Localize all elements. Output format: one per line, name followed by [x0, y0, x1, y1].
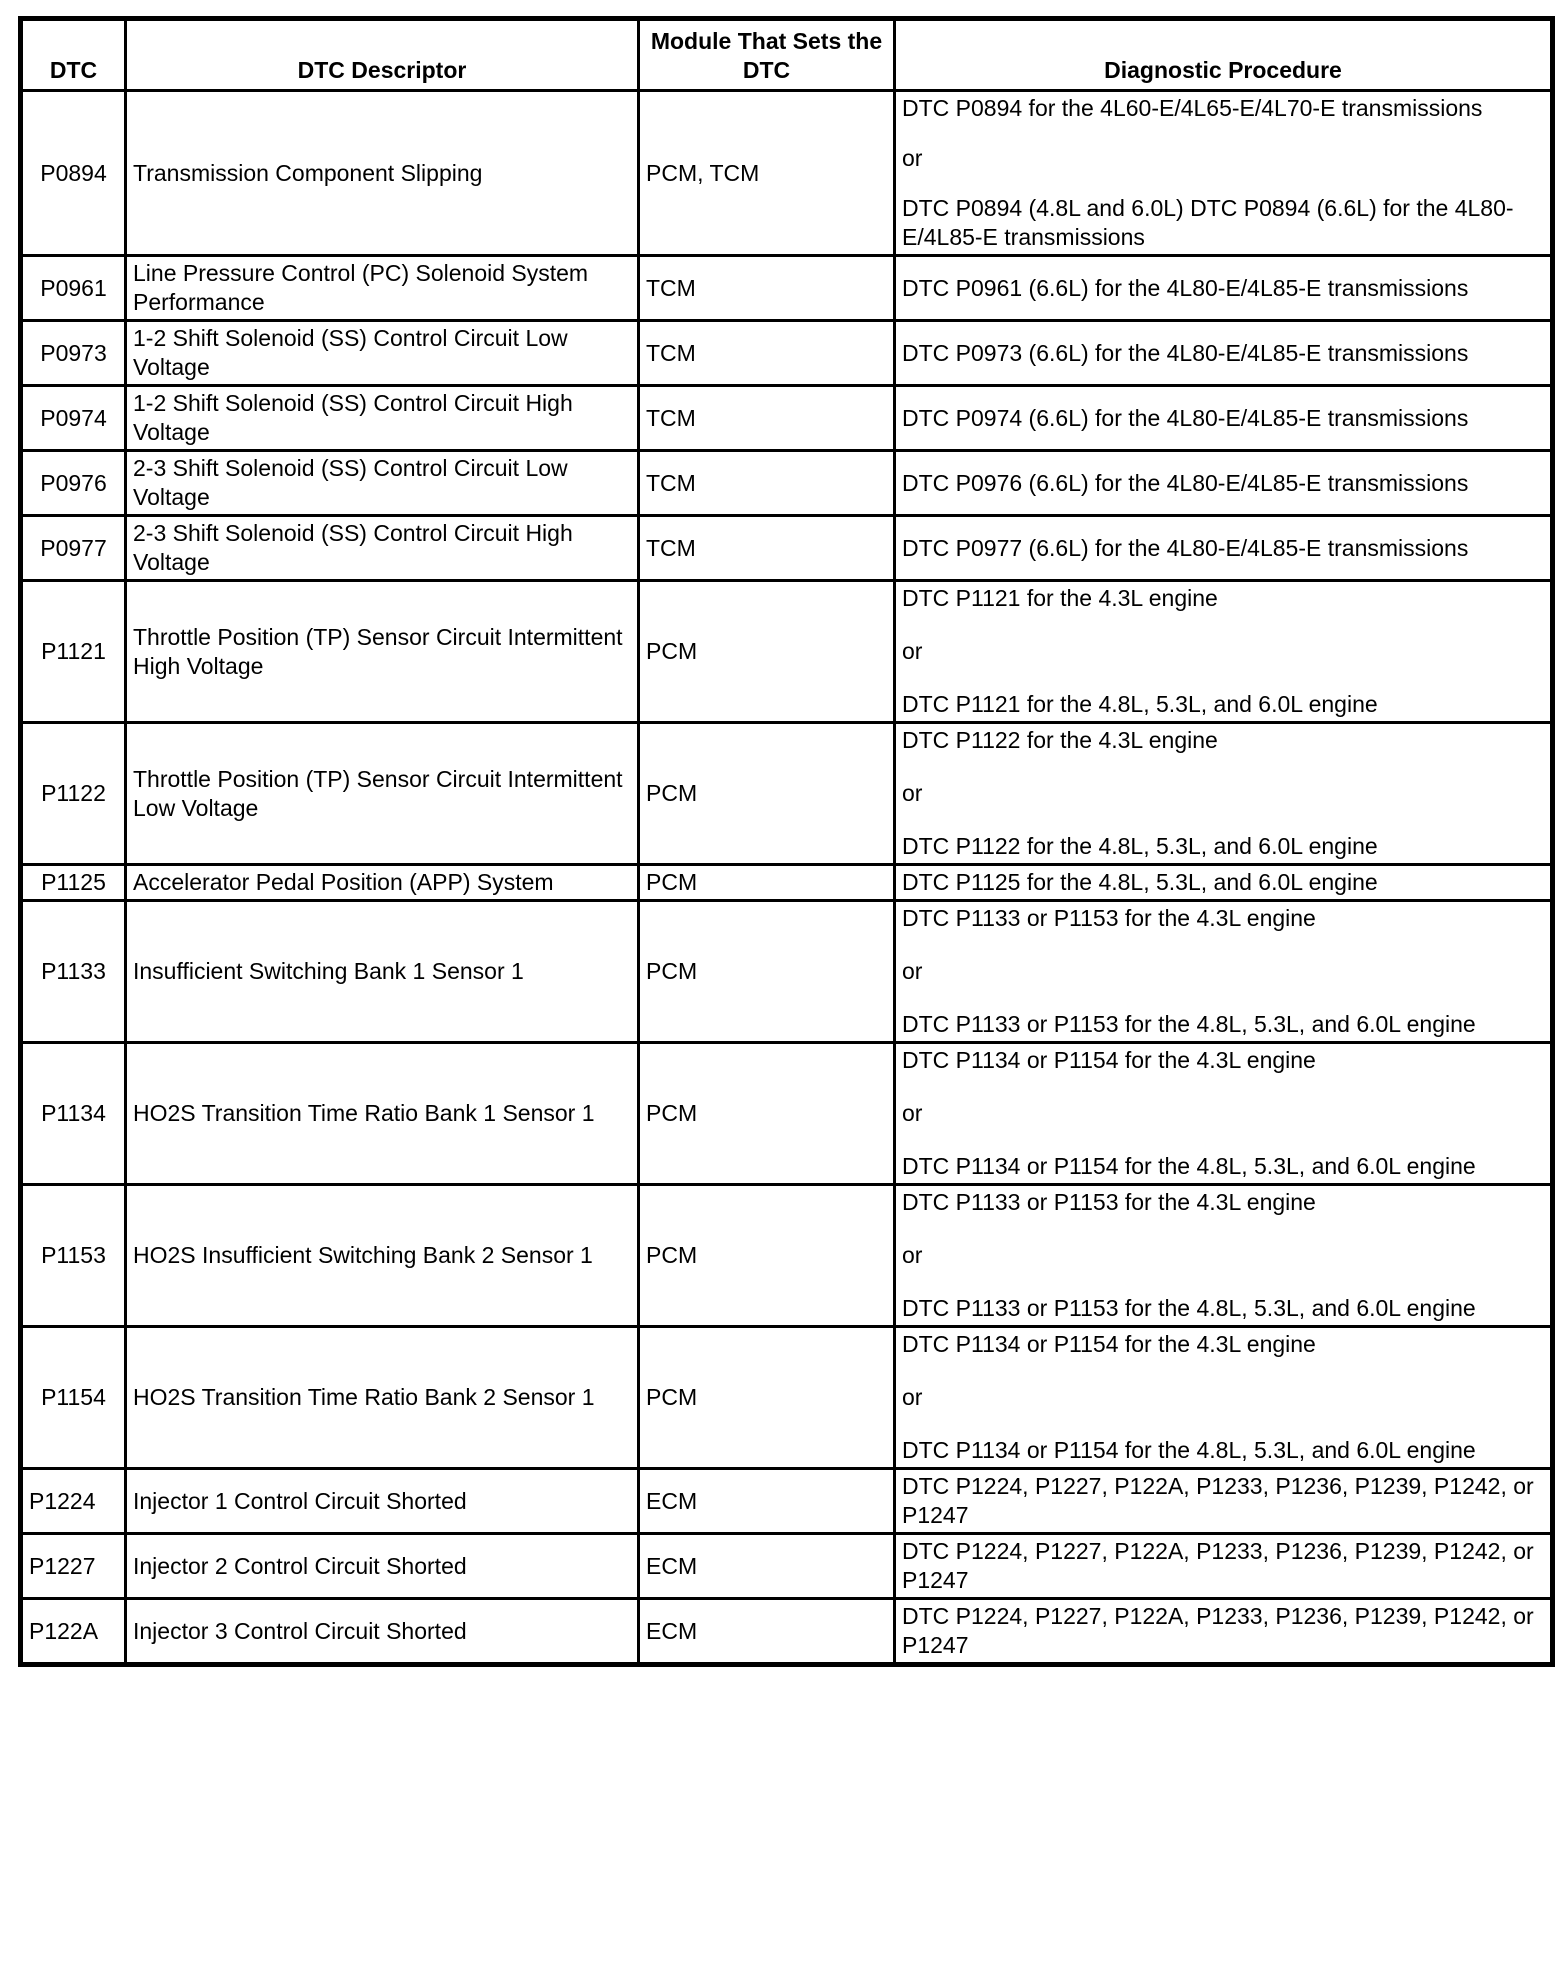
- dtc-code: P1121: [22, 581, 126, 723]
- procedure-link[interactable]: DTC P1125 for the 4.8L, 5.3L, and 6.0L engine: [902, 869, 1378, 895]
- module: PCM: [639, 723, 895, 865]
- diagnostic-procedure: [895, 1469, 1552, 1534]
- table-body: [22, 91, 1552, 1664]
- diagnostic-procedure: [895, 723, 1552, 865]
- procedure-link[interactable]: DTC P0894 (4.8L and 6.0L) DTC P0894 (6.6L) for the 4L80-E/4L85-E transmissions: [902, 195, 1514, 250]
- dtc-code: P0977: [22, 516, 126, 581]
- module: TCM: [639, 321, 895, 386]
- table-row: [22, 901, 1552, 1043]
- procedure-block: [902, 94, 1544, 252]
- procedure-link[interactable]: DTC P1133 or P1153 for the 4.8L, 5.3L, and 6.0L engine: [902, 1011, 1476, 1037]
- table-row: [22, 1599, 1552, 1664]
- dtc-code: P1122: [22, 723, 126, 865]
- procedure-block: [902, 584, 1544, 719]
- procedure-link[interactable]: DTC P0976 (6.6L) for the 4L80-E/4L85-E transmissions: [902, 469, 1469, 496]
- dtc-descriptor: HO2S Transition Time Ratio Bank 2 Sensor 1: [126, 1327, 639, 1469]
- diagnostic-procedure: [895, 865, 1552, 901]
- dtc-descriptor: Transmission Component Slipping: [126, 91, 639, 256]
- procedure-or: or: [902, 1242, 923, 1268]
- dtc-table-container: [20, 18, 1550, 1665]
- dtc-descriptor: Injector 3 Control Circuit Shorted: [126, 1599, 639, 1664]
- module: PCM: [639, 901, 895, 1043]
- diagnostic-procedure: [895, 1185, 1552, 1327]
- module: PCM: [639, 581, 895, 723]
- dtc-descriptor: Injector 2 Control Circuit Shorted: [126, 1534, 639, 1599]
- procedure-link[interactable]: DTC P1121 for the 4.3L engine: [902, 585, 1218, 611]
- table-row: [22, 91, 1552, 256]
- diagnostic-procedure: [895, 256, 1552, 321]
- procedure-or: or: [902, 145, 923, 171]
- dtc-table: [20, 18, 1553, 1665]
- diagnostic-procedure: [895, 1043, 1552, 1185]
- module: PCM, TCM: [639, 91, 895, 256]
- procedure-block: [902, 1330, 1544, 1465]
- procedure-block: [902, 904, 1544, 1039]
- module: ECM: [639, 1599, 895, 1664]
- table-row: [22, 451, 1552, 516]
- dtc-code: P1133: [22, 901, 126, 1043]
- table-row: [22, 865, 1552, 901]
- diagnostic-procedure: [895, 321, 1552, 386]
- dtc-descriptor: Insufficient Switching Bank 1 Sensor 1: [126, 901, 639, 1043]
- dtc-code: P1227: [22, 1534, 126, 1599]
- dtc-code: P1154: [22, 1327, 126, 1469]
- diagnostic-procedure: [895, 91, 1552, 256]
- diagnostic-procedure: [895, 1599, 1552, 1664]
- diagnostic-procedure: [895, 581, 1552, 723]
- dtc-code: P1125: [22, 865, 126, 901]
- diagnostic-procedure: [895, 901, 1552, 1043]
- procedure-link[interactable]: DTC P0973 (6.6L) for the 4L80-E/4L85-E transmissions: [902, 339, 1469, 366]
- procedure-link[interactable]: DTC P1134 or P1154 for the 4.8L, 5.3L, and 6.0L engine: [902, 1437, 1476, 1463]
- procedure-block: [902, 1188, 1544, 1323]
- dtc-descriptor: Injector 1 Control Circuit Shorted: [126, 1469, 639, 1534]
- dtc-code: P1134: [22, 1043, 126, 1185]
- table-row: [22, 256, 1552, 321]
- module: PCM: [639, 1185, 895, 1327]
- procedure-link[interactable]: DTC P1134 or P1154 for the 4.3L engine: [902, 1331, 1316, 1357]
- module: TCM: [639, 386, 895, 451]
- procedure-link[interactable]: DTC P1224, P1227, P122A, P1233, P1236, P1239, P1242, or P1247: [902, 1603, 1534, 1658]
- diagnostic-procedure: [895, 516, 1552, 581]
- procedure-block: [902, 726, 1544, 861]
- procedure-link[interactable]: DTC P1134 or P1154 for the 4.8L, 5.3L, and 6.0L engine: [902, 1153, 1476, 1179]
- procedure-link[interactable]: DTC P0894 for the 4L60-E/4L65-E/4L70-E transmissions: [902, 95, 1483, 121]
- procedure-link[interactable]: DTC P1121 for the 4.8L, 5.3L, and 6.0L engine: [902, 691, 1378, 717]
- module: PCM: [639, 1327, 895, 1469]
- procedure-or: or: [902, 638, 923, 664]
- table-row: [22, 321, 1552, 386]
- dtc-descriptor: Throttle Position (TP) Sensor Circuit Intermittent High Voltage: [126, 581, 639, 723]
- procedure-link[interactable]: DTC P1122 for the 4.8L, 5.3L, and 6.0L engine: [902, 833, 1378, 859]
- procedure-or: or: [902, 1384, 923, 1410]
- table-row: [22, 1185, 1552, 1327]
- module: ECM: [639, 1469, 895, 1534]
- procedure-link[interactable]: DTC P1134 or P1154 for the 4.3L engine: [902, 1047, 1316, 1073]
- procedure-link[interactable]: DTC P1133 or P1153 for the 4.3L engine: [902, 905, 1316, 931]
- table-row: [22, 723, 1552, 865]
- procedure-or: or: [902, 958, 923, 984]
- diagnostic-procedure: [895, 451, 1552, 516]
- procedure-link[interactable]: DTC P1224, P1227, P122A, P1233, P1236, P1239, P1242, or P1247: [902, 1538, 1534, 1593]
- module: TCM: [639, 516, 895, 581]
- table-header-row: [22, 20, 1552, 91]
- dtc-descriptor: 2-3 Shift Solenoid (SS) Control Circuit Low Voltage: [126, 451, 639, 516]
- procedure-link[interactable]: DTC P1122 for the 4.3L engine: [902, 727, 1218, 753]
- header-dtc: DTC: [22, 20, 126, 91]
- dtc-code: P122A: [22, 1599, 126, 1664]
- dtc-code: P0973: [22, 321, 126, 386]
- procedure-link[interactable]: DTC P0977 (6.6L) for the 4L80-E/4L85-E transmissions: [902, 534, 1469, 561]
- dtc-code: P0976: [22, 451, 126, 516]
- diagnostic-procedure: [895, 386, 1552, 451]
- dtc-descriptor: 1-2 Shift Solenoid (SS) Control Circuit High Voltage: [126, 386, 639, 451]
- diagnostic-procedure: [895, 1534, 1552, 1599]
- dtc-code: P0894: [22, 91, 126, 256]
- dtc-descriptor: Accelerator Pedal Position (APP) System: [126, 865, 639, 901]
- dtc-descriptor: 2-3 Shift Solenoid (SS) Control Circuit High Voltage: [126, 516, 639, 581]
- dtc-code: P0974: [22, 386, 126, 451]
- header-procedure: Diagnostic Procedure: [895, 20, 1552, 91]
- module: PCM: [639, 865, 895, 901]
- table-row: [22, 1534, 1552, 1599]
- procedure-link[interactable]: DTC P1133 or P1153 for the 4.3L engine: [902, 1189, 1316, 1215]
- procedure-link[interactable]: DTC P1133 or P1153 for the 4.8L, 5.3L, and 6.0L engine: [902, 1295, 1476, 1321]
- table-row: [22, 386, 1552, 451]
- table-row: [22, 1469, 1552, 1534]
- dtc-code: P0961: [22, 256, 126, 321]
- procedure-link[interactable]: DTC P0961 (6.6L) for the 4L80-E/4L85-E transmissions: [902, 274, 1469, 301]
- module: ECM: [639, 1534, 895, 1599]
- procedure-or: or: [902, 1100, 923, 1126]
- dtc-descriptor: Line Pressure Control (PC) Solenoid System Performance: [126, 256, 639, 321]
- procedure-link[interactable]: DTC P0974 (6.6L) for the 4L80-E/4L85-E transmissions: [902, 404, 1469, 431]
- table-row: [22, 516, 1552, 581]
- header-module: Module That Sets the DTC: [639, 20, 895, 91]
- table-row: [22, 1043, 1552, 1185]
- dtc-descriptor: Throttle Position (TP) Sensor Circuit Intermittent Low Voltage: [126, 723, 639, 865]
- dtc-descriptor: HO2S Insufficient Switching Bank 2 Sensor 1: [126, 1185, 639, 1327]
- procedure-or: or: [902, 780, 923, 806]
- header-descriptor: DTC Descriptor: [126, 20, 639, 91]
- diagnostic-procedure: [895, 1327, 1552, 1469]
- dtc-code: P1153: [22, 1185, 126, 1327]
- procedure-block: [902, 1046, 1544, 1181]
- module: TCM: [639, 256, 895, 321]
- table-row: [22, 581, 1552, 723]
- procedure-link[interactable]: DTC P1224, P1227, P122A, P1233, P1236, P1239, P1242, or P1247: [902, 1473, 1534, 1528]
- module: TCM: [639, 451, 895, 516]
- dtc-code: P1224: [22, 1469, 126, 1534]
- table-row: [22, 1327, 1552, 1469]
- dtc-descriptor: HO2S Transition Time Ratio Bank 1 Sensor 1: [126, 1043, 639, 1185]
- module: PCM: [639, 1043, 895, 1185]
- dtc-descriptor: 1-2 Shift Solenoid (SS) Control Circuit Low Voltage: [126, 321, 639, 386]
